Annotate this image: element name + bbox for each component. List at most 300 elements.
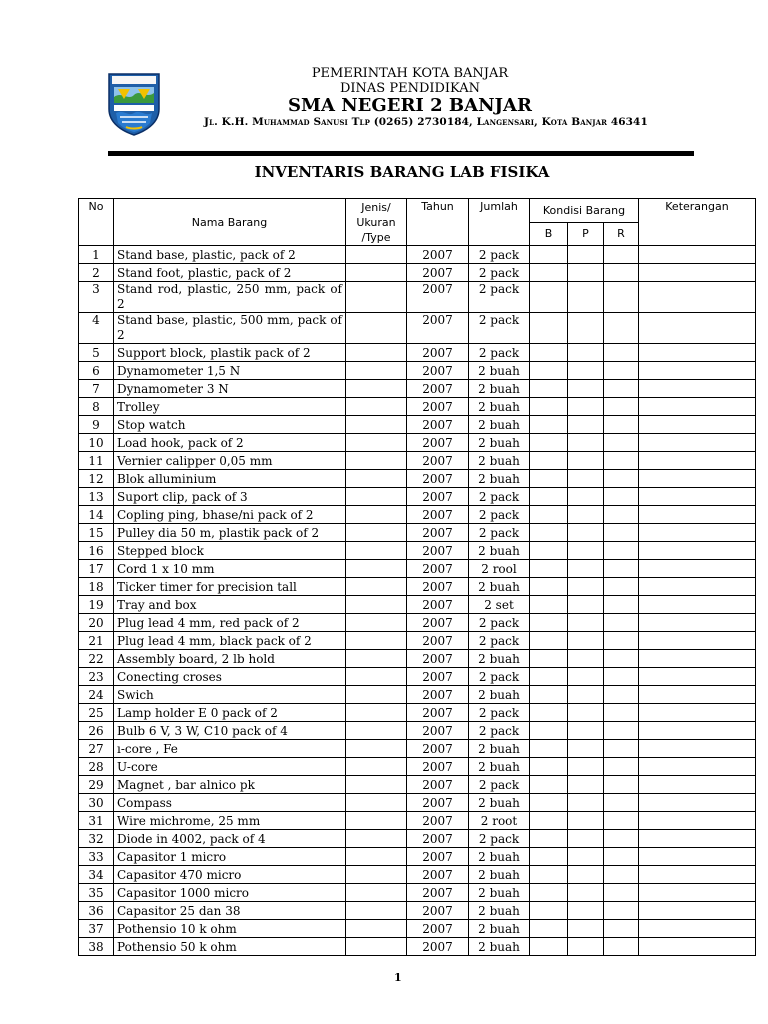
note-cell <box>639 416 756 434</box>
table-row <box>79 830 756 848</box>
table-row <box>79 848 756 866</box>
note-cell <box>639 884 756 902</box>
condition-p-cell <box>568 614 604 632</box>
note-cell <box>639 578 756 596</box>
item-type <box>346 686 407 704</box>
note-cell <box>639 776 756 794</box>
item-year: 2007 <box>407 380 469 398</box>
item-quantity: 2 pack <box>469 313 530 344</box>
item-quantity: 2 root <box>469 812 530 830</box>
item-quantity: 2 pack <box>469 524 530 542</box>
item-name: Trolley <box>114 398 346 416</box>
table-row <box>79 722 756 740</box>
item-name: Stand base, plastic, 500 mm, pack of 2 <box>114 313 346 344</box>
school-address: Jl. K.H. Muhammad Sanusi Tlp (0265) 2730184, Langensari, Kota Banjar 46341 <box>204 116 648 128</box>
condition-r-cell <box>604 542 639 560</box>
column-header-note: Keterangan <box>639 199 756 246</box>
note-cell <box>639 313 756 344</box>
table-row <box>79 344 756 362</box>
row-number: 14 <box>79 506 114 524</box>
item-year: 2007 <box>407 686 469 704</box>
item-type <box>346 416 407 434</box>
item-year: 2007 <box>407 542 469 560</box>
item-type <box>346 614 407 632</box>
condition-p-cell <box>568 488 604 506</box>
item-type <box>346 722 407 740</box>
item-quantity: 2 buah <box>469 470 530 488</box>
item-quantity: 2 buah <box>469 686 530 704</box>
condition-p-cell <box>568 578 604 596</box>
condition-p-cell <box>568 758 604 776</box>
item-year: 2007 <box>407 524 469 542</box>
item-year: 2007 <box>407 902 469 920</box>
item-year: 2007 <box>407 776 469 794</box>
condition-b-cell <box>530 452 568 470</box>
note-cell <box>639 488 756 506</box>
condition-b-cell <box>530 542 568 560</box>
item-type <box>346 812 407 830</box>
item-name: Assembly board, 2 lb hold <box>114 650 346 668</box>
condition-r-cell <box>604 380 639 398</box>
item-quantity: 2 pack <box>469 722 530 740</box>
item-year: 2007 <box>407 668 469 686</box>
header-divider <box>108 151 694 156</box>
note-cell <box>639 758 756 776</box>
row-number: 25 <box>79 704 114 722</box>
item-quantity: 2 buah <box>469 758 530 776</box>
table-row <box>79 632 756 650</box>
table-row <box>79 938 756 956</box>
item-type <box>346 596 407 614</box>
condition-p-cell <box>568 776 604 794</box>
condition-r-cell <box>604 313 639 344</box>
condition-b-cell <box>530 632 568 650</box>
row-number: 17 <box>79 560 114 578</box>
department-name: DINAS PENDIDIKAN <box>339 81 481 96</box>
row-number: 35 <box>79 884 114 902</box>
note-cell <box>639 560 756 578</box>
condition-b-cell <box>530 578 568 596</box>
item-type <box>346 740 407 758</box>
item-name: Lamp holder E 0 pack of 2 <box>114 704 346 722</box>
condition-r-cell <box>604 830 639 848</box>
item-name: Wire michrome, 25 mm <box>114 812 346 830</box>
table-row <box>79 686 756 704</box>
condition-r-cell <box>604 776 639 794</box>
table-row <box>79 776 756 794</box>
row-number: 34 <box>79 866 114 884</box>
item-type <box>346 380 407 398</box>
condition-p-cell <box>568 902 604 920</box>
note-cell <box>639 398 756 416</box>
item-type <box>346 920 407 938</box>
item-year: 2007 <box>407 434 469 452</box>
condition-b-cell <box>530 884 568 902</box>
item-quantity: 2 pack <box>469 344 530 362</box>
item-quantity: 2 buah <box>469 542 530 560</box>
item-year: 2007 <box>407 722 469 740</box>
row-number: 3 <box>79 282 114 313</box>
item-year: 2007 <box>407 920 469 938</box>
condition-r-cell <box>604 902 639 920</box>
row-number: 6 <box>79 362 114 380</box>
item-type <box>346 794 407 812</box>
item-quantity: 2 buah <box>469 362 530 380</box>
item-year: 2007 <box>407 470 469 488</box>
note-cell <box>639 614 756 632</box>
condition-p-cell <box>568 524 604 542</box>
condition-p-cell <box>568 830 604 848</box>
item-name: ı-core , Fe <box>114 740 346 758</box>
item-name: Plug lead 4 mm, black pack of 2 <box>114 632 346 650</box>
item-type <box>346 902 407 920</box>
item-name: Blok alluminium <box>114 470 346 488</box>
item-type <box>346 264 407 282</box>
item-year: 2007 <box>407 704 469 722</box>
condition-b-cell <box>530 686 568 704</box>
condition-r-cell <box>604 668 639 686</box>
school-name: SMA NEGERI 2 BANJAR <box>288 95 532 116</box>
row-number: 18 <box>79 578 114 596</box>
condition-p-cell <box>568 686 604 704</box>
table-row <box>79 380 756 398</box>
condition-b-cell <box>530 740 568 758</box>
item-type <box>346 632 407 650</box>
row-number: 8 <box>79 398 114 416</box>
table-row <box>79 452 756 470</box>
table-row <box>79 506 756 524</box>
condition-p-cell <box>568 246 604 264</box>
table-row <box>79 282 756 313</box>
note-cell <box>639 848 756 866</box>
condition-r-cell <box>604 344 639 362</box>
item-quantity: 2 buah <box>469 740 530 758</box>
item-type <box>346 758 407 776</box>
condition-b-cell <box>530 650 568 668</box>
item-type <box>346 650 407 668</box>
condition-p-cell <box>568 344 604 362</box>
table-row <box>79 740 756 758</box>
condition-b-cell <box>530 704 568 722</box>
table-row <box>79 434 756 452</box>
item-type <box>346 470 407 488</box>
item-type <box>346 668 407 686</box>
table-row <box>79 264 756 282</box>
condition-p-cell <box>568 812 604 830</box>
condition-b-cell <box>530 416 568 434</box>
inventory-table <box>78 198 756 956</box>
item-name: Capasitor 25 dan 38 <box>114 902 346 920</box>
item-year: 2007 <box>407 560 469 578</box>
row-number: 28 <box>79 758 114 776</box>
item-year: 2007 <box>407 632 469 650</box>
condition-p-cell <box>568 884 604 902</box>
city-emblem-logo <box>106 71 162 137</box>
condition-r-cell <box>604 506 639 524</box>
condition-p-cell <box>568 596 604 614</box>
column-header-condition-b: B <box>530 222 568 246</box>
condition-b-cell <box>530 614 568 632</box>
note-cell <box>639 380 756 398</box>
item-type <box>346 434 407 452</box>
item-year: 2007 <box>407 812 469 830</box>
condition-r-cell <box>604 740 639 758</box>
condition-b-cell <box>530 830 568 848</box>
condition-p-cell <box>568 650 604 668</box>
note-cell <box>639 246 756 264</box>
condition-b-cell <box>530 362 568 380</box>
condition-b-cell <box>530 524 568 542</box>
item-name: Tray and box <box>114 596 346 614</box>
condition-b-cell <box>530 722 568 740</box>
item-name: Compass <box>114 794 346 812</box>
condition-b-cell <box>530 488 568 506</box>
item-type <box>346 398 407 416</box>
item-quantity: 2 buah <box>469 848 530 866</box>
note-cell <box>639 866 756 884</box>
condition-p-cell <box>568 560 604 578</box>
row-number: 24 <box>79 686 114 704</box>
condition-p-cell <box>568 398 604 416</box>
condition-b-cell <box>530 812 568 830</box>
column-header-type-line1: Jenis/ <box>361 201 391 214</box>
item-type <box>346 848 407 866</box>
note-cell <box>639 686 756 704</box>
condition-p-cell <box>568 794 604 812</box>
note-cell <box>639 650 756 668</box>
column-header-type-line2: Ukuran <box>356 216 396 229</box>
note-cell <box>639 704 756 722</box>
item-name: Capasitor 470 micro <box>114 866 346 884</box>
row-number: 23 <box>79 668 114 686</box>
item-type <box>346 560 407 578</box>
item-quantity: 2 buah <box>469 794 530 812</box>
condition-b-cell <box>530 758 568 776</box>
table-row <box>79 398 756 416</box>
row-number: 15 <box>79 524 114 542</box>
row-number: 22 <box>79 650 114 668</box>
condition-p-cell <box>568 920 604 938</box>
table-row <box>79 812 756 830</box>
column-header-type <box>346 199 407 246</box>
note-cell <box>639 542 756 560</box>
condition-b-cell <box>530 668 568 686</box>
item-quantity: 2 set <box>469 596 530 614</box>
item-type <box>346 488 407 506</box>
item-quantity: 2 pack <box>469 282 530 313</box>
table-row <box>79 488 756 506</box>
item-type <box>346 938 407 956</box>
condition-r-cell <box>604 488 639 506</box>
item-year: 2007 <box>407 596 469 614</box>
table-row <box>79 416 756 434</box>
item-name: Support block, plastik pack of 2 <box>114 344 346 362</box>
row-number: 21 <box>79 632 114 650</box>
item-type <box>346 704 407 722</box>
note-cell <box>639 740 756 758</box>
item-name: Stand base, plastic, pack of 2 <box>114 246 346 264</box>
condition-p-cell <box>568 740 604 758</box>
table-row <box>79 362 756 380</box>
condition-p-cell <box>568 668 604 686</box>
item-type <box>346 578 407 596</box>
note-cell <box>639 470 756 488</box>
condition-r-cell <box>604 560 639 578</box>
condition-b-cell <box>530 938 568 956</box>
item-name: Copling ping, bhase/ni pack of 2 <box>114 506 346 524</box>
table-row <box>79 920 756 938</box>
row-number: 19 <box>79 596 114 614</box>
row-number: 27 <box>79 740 114 758</box>
item-name: Capasitor 1000 micro <box>114 884 346 902</box>
table-row <box>79 578 756 596</box>
condition-r-cell <box>604 578 639 596</box>
table-row <box>79 650 756 668</box>
item-name: Pulley dia 50 m, plastik pack of 2 <box>114 524 346 542</box>
item-year: 2007 <box>407 650 469 668</box>
condition-b-cell <box>530 920 568 938</box>
item-type <box>346 830 407 848</box>
item-name: Conecting croses <box>114 668 346 686</box>
condition-r-cell <box>604 866 639 884</box>
condition-p-cell <box>568 264 604 282</box>
item-quantity: 2 pack <box>469 830 530 848</box>
row-number: 11 <box>79 452 114 470</box>
condition-b-cell <box>530 282 568 313</box>
condition-b-cell <box>530 902 568 920</box>
row-number: 5 <box>79 344 114 362</box>
item-type <box>346 452 407 470</box>
item-type <box>346 246 407 264</box>
item-name: U-core <box>114 758 346 776</box>
note-cell <box>639 920 756 938</box>
condition-r-cell <box>604 470 639 488</box>
item-quantity: 2 pack <box>469 632 530 650</box>
row-number: 12 <box>79 470 114 488</box>
row-number: 31 <box>79 812 114 830</box>
item-quantity: 2 buah <box>469 398 530 416</box>
item-name: Pothensio 10 k ohm <box>114 920 346 938</box>
item-year: 2007 <box>407 452 469 470</box>
item-year: 2007 <box>407 398 469 416</box>
row-number: 26 <box>79 722 114 740</box>
item-quantity: 2 pack <box>469 246 530 264</box>
note-cell <box>639 632 756 650</box>
item-year: 2007 <box>407 740 469 758</box>
condition-r-cell <box>604 722 639 740</box>
row-number: 37 <box>79 920 114 938</box>
item-name: Bulb 6 V, 3 W, C10 pack of 4 <box>114 722 346 740</box>
row-number: 4 <box>79 313 114 344</box>
note-cell <box>639 902 756 920</box>
table-row <box>79 524 756 542</box>
condition-p-cell <box>568 632 604 650</box>
condition-r-cell <box>604 848 639 866</box>
condition-p-cell <box>568 542 604 560</box>
condition-p-cell <box>568 704 604 722</box>
condition-b-cell <box>530 596 568 614</box>
row-number: 32 <box>79 830 114 848</box>
item-year: 2007 <box>407 246 469 264</box>
item-quantity: 2 pack <box>469 704 530 722</box>
column-header-condition: Kondisi Barang <box>530 199 639 223</box>
condition-b-cell <box>530 848 568 866</box>
condition-b-cell <box>530 560 568 578</box>
item-name: Swich <box>114 686 346 704</box>
item-quantity: 2 buah <box>469 902 530 920</box>
item-name: Ticker timer for precision tall <box>114 578 346 596</box>
item-name: Plug lead 4 mm, red pack of 2 <box>114 614 346 632</box>
item-quantity: 2 buah <box>469 416 530 434</box>
item-quantity: 2 buah <box>469 452 530 470</box>
item-name: Stepped block <box>114 542 346 560</box>
note-cell <box>639 794 756 812</box>
item-type <box>346 866 407 884</box>
condition-r-cell <box>604 884 639 902</box>
item-name: Pothensio 50 k ohm <box>114 938 346 956</box>
condition-p-cell <box>568 362 604 380</box>
item-year: 2007 <box>407 884 469 902</box>
table-row <box>79 560 756 578</box>
condition-r-cell <box>604 398 639 416</box>
condition-r-cell <box>604 632 639 650</box>
condition-p-cell <box>568 722 604 740</box>
condition-p-cell <box>568 416 604 434</box>
condition-b-cell <box>530 380 568 398</box>
condition-b-cell <box>530 246 568 264</box>
condition-b-cell <box>530 776 568 794</box>
table-row <box>79 758 756 776</box>
condition-p-cell <box>568 380 604 398</box>
condition-p-cell <box>568 470 604 488</box>
item-name: Capasitor 1 micro <box>114 848 346 866</box>
item-quantity: 2 pack <box>469 776 530 794</box>
item-year: 2007 <box>407 362 469 380</box>
table-row <box>79 313 756 344</box>
item-type <box>346 313 407 344</box>
item-quantity: 2 buah <box>469 884 530 902</box>
item-quantity: 2 pack <box>469 506 530 524</box>
note-cell <box>639 362 756 380</box>
condition-r-cell <box>604 920 639 938</box>
condition-b-cell <box>530 866 568 884</box>
item-quantity: 2 pack <box>469 614 530 632</box>
row-number: 38 <box>79 938 114 956</box>
row-number: 16 <box>79 542 114 560</box>
row-number: 7 <box>79 380 114 398</box>
table-row <box>79 542 756 560</box>
row-number: 20 <box>79 614 114 632</box>
row-number: 13 <box>79 488 114 506</box>
condition-p-cell <box>568 506 604 524</box>
table-row <box>79 668 756 686</box>
condition-p-cell <box>568 434 604 452</box>
item-year: 2007 <box>407 614 469 632</box>
item-quantity: 2 pack <box>469 668 530 686</box>
condition-b-cell <box>530 794 568 812</box>
item-quantity: 2 buah <box>469 650 530 668</box>
item-name: Magnet , bar alnico pk <box>114 776 346 794</box>
item-year: 2007 <box>407 758 469 776</box>
condition-r-cell <box>604 282 639 313</box>
table-row <box>79 902 756 920</box>
condition-r-cell <box>604 452 639 470</box>
condition-p-cell <box>568 452 604 470</box>
item-year: 2007 <box>407 848 469 866</box>
page-number: 1 <box>394 971 402 984</box>
condition-r-cell <box>604 416 639 434</box>
row-number: 9 <box>79 416 114 434</box>
